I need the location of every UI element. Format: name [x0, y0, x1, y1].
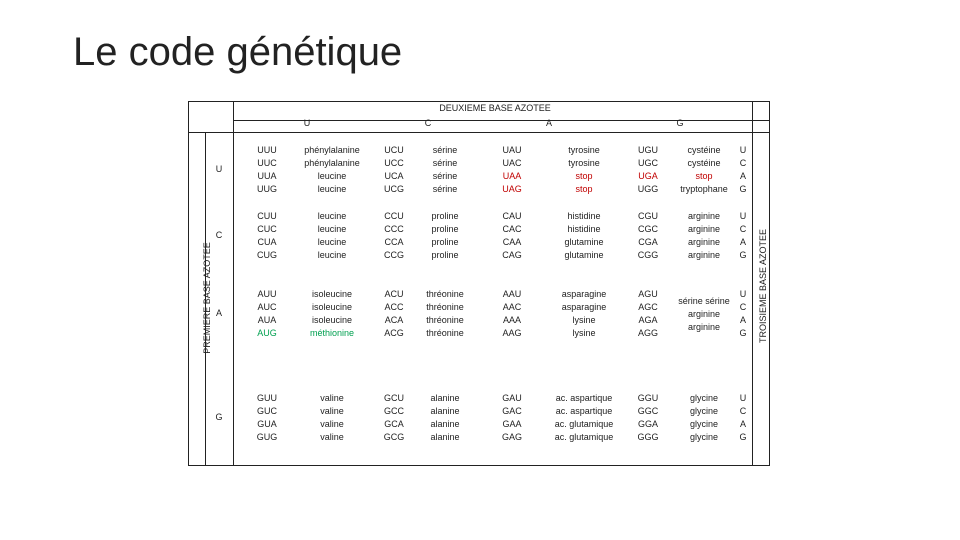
codon: CAA — [502, 237, 522, 247]
amino-acid: valine — [320, 432, 344, 442]
codon: UGU — [638, 145, 658, 155]
amino-acid: valine — [320, 419, 344, 429]
codon: UCC — [384, 158, 404, 168]
codon: UUA — [257, 171, 277, 181]
third-base: G — [739, 328, 747, 338]
codon-column — [490, 210, 534, 262]
codon: CCC — [384, 224, 404, 234]
codon: UGG — [637, 184, 659, 194]
codon: CCA — [384, 237, 404, 247]
codon: GGU — [637, 393, 659, 403]
codon-column — [372, 288, 416, 340]
codon: CAG — [502, 250, 522, 260]
amino-acid: leucine — [317, 237, 347, 247]
amino-acid: proline — [431, 237, 459, 247]
amino-acid: tyrosine — [568, 158, 600, 168]
codon: AUG — [257, 328, 277, 338]
codon-column — [372, 392, 416, 444]
amino-acid: proline — [431, 211, 459, 221]
amino-acid: stop — [575, 171, 593, 181]
amino-acid: valine — [320, 393, 344, 403]
codon: CUU — [257, 211, 277, 221]
codon: ACA — [384, 315, 404, 325]
amino-acid-column — [417, 210, 473, 262]
codon: ACG — [384, 328, 404, 338]
amino-acid: tyrosine — [568, 145, 600, 155]
amino-acid: valine — [320, 406, 344, 416]
codon: CAU — [502, 211, 522, 221]
codon-column — [245, 392, 289, 444]
amino-acid-column — [417, 144, 473, 196]
amino-acid-column — [417, 288, 473, 340]
codon: UCU — [384, 145, 404, 155]
codon: GCG — [383, 432, 405, 442]
amino-acid: glutamine — [564, 250, 604, 260]
amino-acid: isoleucine — [311, 315, 353, 325]
third-base: C — [739, 302, 747, 312]
codon: GGG — [637, 432, 659, 442]
amino-acid: cystéine — [687, 145, 721, 155]
codon: CGG — [637, 250, 659, 260]
amino-acid-column — [539, 288, 629, 340]
codon: CUC — [257, 224, 277, 234]
amino-acid: leucine — [317, 171, 347, 181]
third-base: A — [739, 315, 746, 325]
codon-column — [245, 144, 289, 196]
second-base-A: A — [545, 118, 552, 128]
codon: ACU — [384, 289, 404, 299]
codon-column — [626, 392, 670, 444]
codon: GAA — [502, 419, 522, 429]
amino-acid-column — [297, 210, 367, 262]
amino-acid: glycine — [689, 406, 718, 416]
amino-acid: arginine — [687, 309, 721, 319]
codon: AGC — [638, 302, 658, 312]
amino-acid: méthionine — [309, 328, 355, 338]
amino-acid: arginine — [687, 250, 721, 260]
first-base-A: A — [215, 308, 222, 318]
amino-acid: glycine — [689, 432, 718, 442]
amino-acid: ac. glutamique — [554, 432, 614, 442]
codon-column — [490, 144, 534, 196]
codon: AUU — [257, 289, 277, 299]
amino-acid-column — [539, 210, 629, 262]
codon: GAC — [502, 406, 522, 416]
codon: UGA — [638, 171, 658, 181]
codon: GGA — [637, 419, 658, 429]
first-base-G: G — [215, 412, 223, 422]
amino-acid-column — [539, 144, 629, 196]
third-base-column — [737, 392, 749, 444]
amino-acid: histidine — [567, 211, 601, 221]
amino-acid: thréonine — [426, 315, 464, 325]
codon: GUU — [257, 393, 277, 403]
third-base: C — [739, 406, 747, 416]
amino-acid: leucine — [317, 250, 347, 260]
codon: UGC — [638, 158, 658, 168]
amino-acid: sérine — [432, 158, 458, 168]
codon: AAG — [502, 328, 522, 338]
amino-acid: alanine — [430, 406, 460, 416]
amino-acid: sérine sérine — [678, 296, 730, 306]
amino-acid: phénylalanine — [304, 145, 360, 155]
amino-acid: ac. glutamique — [554, 419, 614, 429]
divider-third-base-labels — [752, 102, 753, 466]
amino-acid-column — [297, 144, 367, 196]
divider-header-bottom — [189, 132, 769, 133]
third-base: U — [739, 289, 747, 299]
codon: AAA — [502, 315, 521, 325]
amino-acid-column — [671, 295, 737, 334]
amino-acid: histidine — [567, 224, 601, 234]
codon: GUG — [256, 432, 278, 442]
codon: AUC — [257, 302, 277, 312]
codon: GAG — [501, 432, 522, 442]
codon: UUU — [257, 145, 277, 155]
codon: CCG — [384, 250, 404, 260]
first-base-title: PREMIERE BASE AZOTEE — [202, 242, 212, 354]
amino-acid: thréonine — [426, 289, 464, 299]
amino-acid: glycine — [689, 419, 718, 429]
codon: UAC — [502, 158, 522, 168]
genetic-code-table — [188, 101, 770, 466]
amino-acid-column — [417, 392, 473, 444]
third-base: G — [739, 184, 747, 194]
codon: CGC — [638, 224, 658, 234]
amino-acid: lysine — [572, 328, 596, 338]
amino-acid: ac. aspartique — [555, 406, 613, 416]
third-base: G — [739, 432, 747, 442]
codon: UUG — [257, 184, 277, 194]
codon: GUA — [257, 419, 277, 429]
amino-acid-column — [671, 210, 737, 262]
amino-acid-column — [297, 392, 367, 444]
codon: CGU — [638, 211, 658, 221]
amino-acid: proline — [431, 250, 459, 260]
amino-acid: alanine — [430, 419, 460, 429]
third-base: C — [739, 158, 747, 168]
codon: AAU — [502, 289, 522, 299]
third-base-column — [737, 210, 749, 262]
codon: GCA — [384, 419, 404, 429]
third-base: A — [739, 419, 746, 429]
codon-column — [245, 288, 289, 340]
amino-acid: arginine — [687, 224, 721, 234]
amino-acid: lysine — [572, 315, 596, 325]
amino-acid: leucine — [317, 224, 347, 234]
codon: UAU — [502, 145, 522, 155]
codon: AUA — [257, 315, 277, 325]
codon: AGG — [637, 328, 658, 338]
codon: CGA — [638, 237, 658, 247]
amino-acid: proline — [431, 224, 459, 234]
codon: AAC — [502, 302, 522, 312]
amino-acid: tryptophane — [680, 184, 728, 194]
codon-column — [372, 210, 416, 262]
codon-column — [372, 144, 416, 196]
divider-first-base-labels — [233, 102, 234, 466]
codon: GUC — [257, 406, 277, 416]
first-base-C: C — [215, 230, 223, 240]
amino-acid: sérine — [432, 145, 458, 155]
codon: UAA — [502, 171, 522, 181]
amino-acid-column — [671, 392, 737, 444]
amino-acid: leucine — [317, 211, 347, 221]
codon: ACC — [384, 302, 404, 312]
third-base: A — [739, 171, 746, 181]
amino-acid: glutamine — [564, 237, 604, 247]
third-base: U — [739, 145, 747, 155]
amino-acid: thréonine — [426, 328, 464, 338]
second-base-title: DEUXIEME BASE AZOTEE — [439, 103, 551, 113]
codon: GAU — [502, 393, 522, 403]
amino-acid-column — [297, 288, 367, 340]
amino-acid: thréonine — [426, 302, 464, 312]
codon-column — [245, 210, 289, 262]
amino-acid: sérine — [432, 184, 458, 194]
codon: GGC — [637, 406, 659, 416]
codon-column — [626, 144, 670, 196]
amino-acid: stop — [575, 184, 593, 194]
amino-acid: alanine — [430, 432, 460, 442]
second-base-C: C — [424, 118, 432, 128]
amino-acid: stop — [695, 171, 713, 181]
amino-acid: leucine — [317, 184, 347, 194]
codon: AGA — [638, 315, 658, 325]
codon: GCU — [384, 393, 404, 403]
codon-column — [626, 210, 670, 262]
amino-acid: phénylalanine — [304, 158, 360, 168]
codon: AGU — [638, 289, 658, 299]
third-base-title: TROISIEME BASE AZOTEE — [758, 228, 768, 344]
codon: UAG — [502, 184, 522, 194]
codon: CUG — [257, 250, 277, 260]
third-base: U — [739, 211, 747, 221]
amino-acid: ac. aspartique — [555, 393, 613, 403]
third-base: G — [739, 250, 747, 260]
amino-acid-column — [539, 392, 629, 444]
amino-acid-column — [671, 144, 737, 196]
second-base-U: U — [303, 118, 311, 128]
amino-acid: glycine — [689, 393, 718, 403]
amino-acid: arginine — [687, 237, 721, 247]
second-base-G: G — [676, 118, 684, 128]
amino-acid: asparagine — [561, 302, 607, 312]
codon-column — [490, 288, 534, 340]
amino-acid: cystéine — [687, 158, 721, 168]
codon-column — [626, 288, 670, 340]
codon: CUA — [257, 237, 277, 247]
amino-acid: isoleucine — [311, 302, 353, 312]
codon: UCG — [384, 184, 404, 194]
amino-acid: arginine — [687, 322, 721, 332]
codon: CAC — [502, 224, 522, 234]
first-base-U: U — [215, 164, 223, 174]
codon-column — [490, 392, 534, 444]
amino-acid: alanine — [430, 393, 460, 403]
third-base: C — [739, 224, 747, 234]
amino-acid: asparagine — [561, 289, 607, 299]
codon: UUC — [257, 158, 277, 168]
third-base: U — [739, 393, 747, 403]
codon: CCU — [384, 211, 404, 221]
third-base: A — [739, 237, 746, 247]
amino-acid: sérine — [432, 171, 458, 181]
slide-title: Le code génétique — [73, 30, 403, 74]
third-base-column — [737, 288, 749, 340]
codon: UCA — [384, 171, 404, 181]
codon: GCC — [384, 406, 404, 416]
third-base-column — [737, 144, 749, 196]
amino-acid: arginine — [687, 211, 721, 221]
amino-acid: isoleucine — [311, 289, 353, 299]
